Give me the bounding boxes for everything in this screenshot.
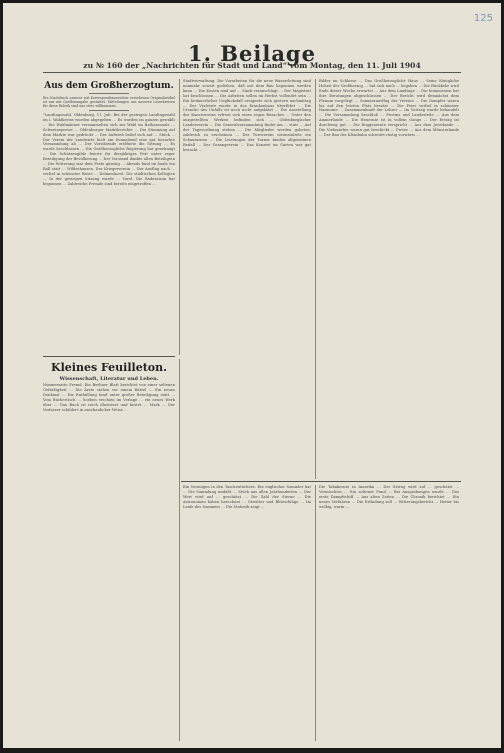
supplement-title: 1. Beilage xyxy=(188,41,316,66)
article-text: Nimmersatte Fremd. Ein Berliner Blatt berichtet von einer seltenen Gefräßigkeit ... Die Ärzte stehen vor einem Rätsel ... Ein neues Denkmal ... Die Enthüllung fand unter großer Beteiligung statt ... Vom Büchertisch ... Soeben erschien im Verlage ... ein neues Werk über ... Das Buch ist reich illustriert und kostet ... Mark ... Der Verfasser schildert in anschaulicher Weise ... xyxy=(43,383,175,412)
column-1-top xyxy=(43,79,175,355)
article-text: Die Tabakernte in Amerika ... Der Ertrag wird auf ... geschätzt ... Vermischtes ... Ein seltener Fund ... Bei Ausgrabungen wurde ... Das erste Dampfschiff ... Aus alten Zeiten ... Die Chronik berichtet ... Ein neues Verfahren ... Die Erfindung soll ... Witterungsbericht ... Heiter bis wolkig, warm ... xyxy=(319,485,459,509)
column-3-bottom xyxy=(319,485,459,741)
article-text: Stadtverwaltung. Die Vorarbeiten für die neue Wasserleitung sind nunmehr soweit gediehen, daß mit dem Bau begonnen werden kann ... Die Kosten sind auf ... Mark veranschlagt ... Der Magistrat hat beschlossen ... Die Arbeiten sollen im Herbst vollendet sein ... Ein bedauerlicher Unglücksfall ereignete sich gestern nachmittag ... Der Verletzte wurde in das Krankenhaus überführt ... Die Ursache des Unfalls ist noch nicht aufgeklärt ... Die Ausstellung des Kunstvereins erfreut sich eines regen Besuches ... Unter den ausgestellten Werken befinden sich ... Oldenburgischer Landesverein ... Die Generalversammlung findet am ... statt ... Auf der Tagesordnung stehen ... Die Mitglieder werden gebeten, zahlreich zu erscheinen ... Der Turnverein veranstaltete ein Schauturnen ... Die Leistungen der Turner fanden allgemeinen Beifall ... Der Gesangverein ... Das Konzert im Garten war gut besucht ... xyxy=(183,79,311,152)
feuilleton-rule xyxy=(43,356,175,357)
column-2-bottom xyxy=(183,485,311,741)
newspaper-page xyxy=(3,3,501,748)
section-title-feuilleton: Kleines Feuilleton. xyxy=(51,361,167,374)
divider xyxy=(89,110,129,111)
section-subtitle-feuilleton: Wissenschaft, Literatur und Leben. xyxy=(59,376,159,382)
section-title-grossherzogtum: Aus dem Großherzogtum. xyxy=(44,81,174,91)
column-1-bottom xyxy=(43,359,175,741)
column-divider xyxy=(179,79,180,355)
page-number: 125 xyxy=(473,13,493,24)
boxed-article-frame xyxy=(181,231,461,482)
divider xyxy=(89,93,129,94)
masthead-rule xyxy=(43,72,461,73)
section-note: Ein Nachdruck unserer mit Korrespondenzzeichen versehenen Originalartikel ist nur mit Quellenangabe gestattet. Mitteilungen aus unseren Leserkreisen für diese Rubrik sind uns stets willkommen. xyxy=(43,96,175,108)
article-text: Ein Vermögen in den Taschentüchern. Ein englischer Sammler hat ... Die Sammlung umfaßt ... Stück aus allen Jahrhunderten ... Der Wert wird auf ... geschätzt ... Die Zahl der Sterne ... Die Astronomen haben berechnet ... Gewitter und Blitzschläge ... Im Laufe des Sommers ... Die Statistik zeigt ... xyxy=(183,485,311,509)
column-divider xyxy=(179,359,180,741)
article-text: Bilder im Schlosse ... Das Großherzogliche Haus ... Seine Königliche Hoheit der Großherzog ... hat sich nach ... begeben ... Die Rückkehr wird Ende dieser Woche erwartet ... Aus dem Landtage ... Die Kommission hat ihre Beratungen abgeschlossen ... Der Bericht wird demnächst dem Plenum vorgelegt ... Sommerausflug der Vereine ... Die Dampfer waren bis auf den letzten Platz besetzt ... Die Feier verlief in schönster Harmonie ... Zusammenkunft der Lehrer ... Im Vortrag wurde behandelt ... Die Versammlung beschloß ... Provinz und Landesteile ... Aus dem Ammerlande ... Die Heuernte ist in vollem Gange ... Der Ertrag ist durchweg gut ... Die Roggenernte verspricht ... Aus dem Jeverlande ... Die Viehmärkte waren gut beschickt ... Preise ... Aus dem Münsterlande ... Der Bau der Kleinbahn schreitet rüstig vorwärts ... xyxy=(319,79,459,137)
article-text: "Landtagswahl. Oldenburg, 11. Juli. Bei der gestrigen Landtagswahl im I. Wahlkreise wurden abgegeben ... Es wurden im ganzen gewählt ... Die Wahlmänner versammelten sich zur Wahl im Rathaussaale ... Schweinepreise ... Oldenburger Marktberichte ... Die Stimmung auf dem Markte war gedrückt ... Der Auftrieb belief sich auf ... Stück ... Der Verein der Landwirte hielt am Sonnabend eine gut besuchte Versammlung ab ... Der Vorsitzende eröffnete die Sitzung ... Es wurde beschlossen ... Die Großherzogliche Regierung hat genehmigt ... Die Schützengilde feierte ihr diesjähriges Fest unter reger Beteiligung der Bevölkerung ... Der Vorstand dankte allen Beteiligten ... Die Witterung war dem Feste günstig ... Abends fand im Saale ein Ball statt ... Wildeshausen. Der Kriegerverein ... Der Ausflug nach ... verlief in schönster Weise ... Delmenhorst. Die städtischen Kollegien ... In der gestrigen Sitzung wurde ... Varel. Die Badesaison hat begonnen ... Zahlreiche Fremde sind bereits eingetroffen ... xyxy=(43,113,175,186)
column-divider xyxy=(315,485,316,741)
supplement-subtitle: zu № 160 der „Nachrichten für Stadt und Land“ vom Montag, den 11. Juli 1904 xyxy=(83,61,421,70)
